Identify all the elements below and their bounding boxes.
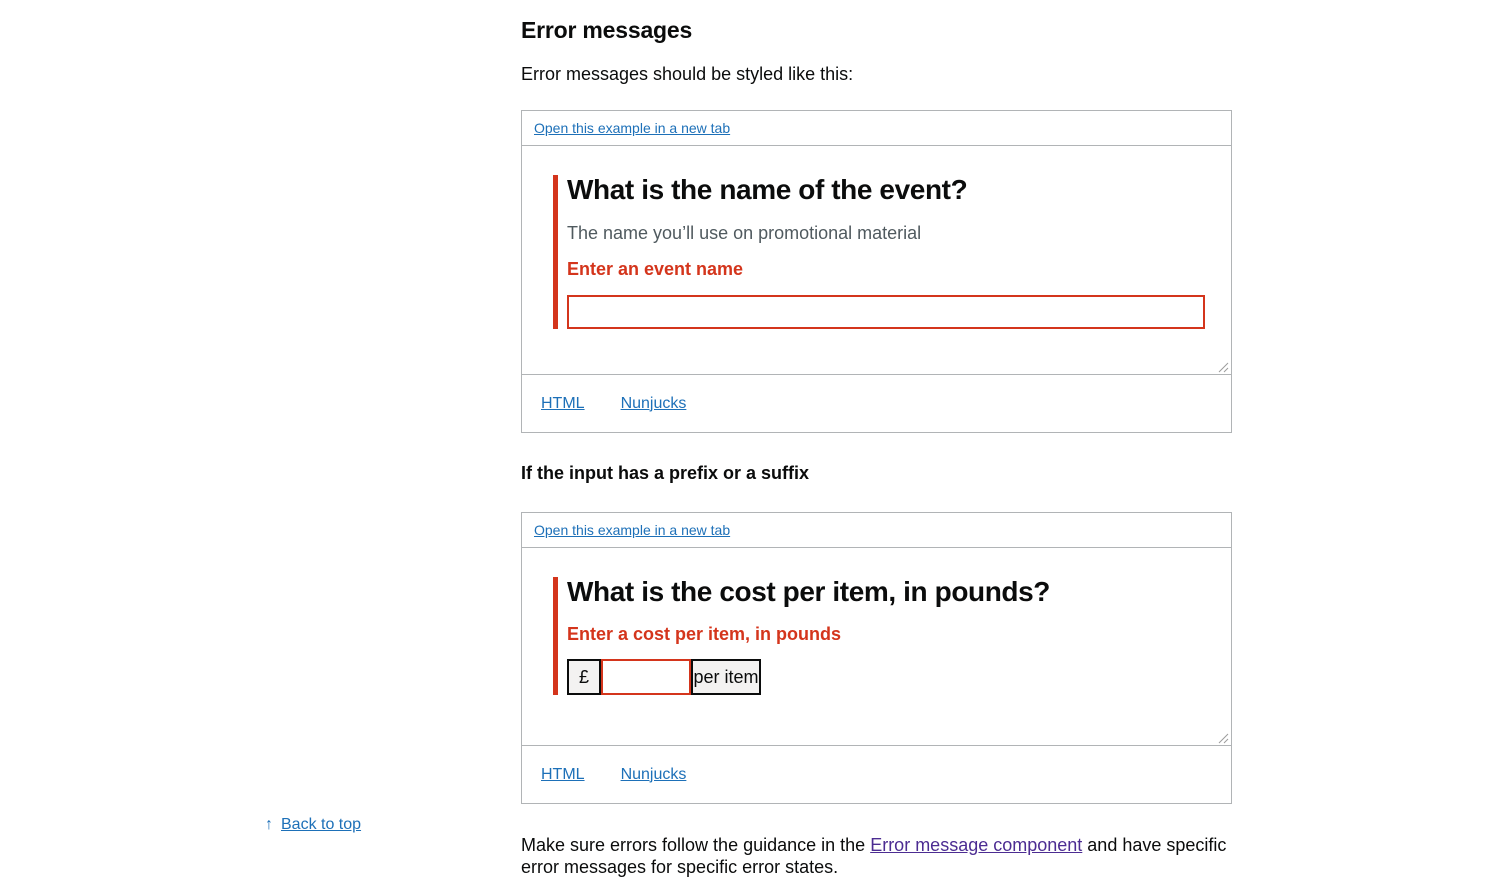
unit-suffix: per item xyxy=(691,659,761,695)
main-content xyxy=(521,0,1232,878)
example-tabs xyxy=(522,374,1231,432)
example-frame xyxy=(522,146,1231,374)
input-group xyxy=(567,659,1205,695)
page-title: Error messages xyxy=(521,17,693,43)
error-message-component-link[interactable]: Error message component xyxy=(870,835,1083,855)
tab-html[interactable]: HTML xyxy=(541,394,585,412)
example-toolbar xyxy=(522,513,1231,548)
hint-text: The name you’ll use on promotional material xyxy=(567,223,922,243)
question-heading: What is the cost per item, in pounds? xyxy=(567,576,1051,607)
open-example-link[interactable]: Open this example in a new tab xyxy=(534,120,731,136)
event-name-input[interactable] xyxy=(567,295,1205,329)
up-arrow-icon: ↑ xyxy=(265,816,273,833)
guidance-text-line2: error messages for specific error states. xyxy=(521,857,839,877)
intro-text: Error messages should be styled like this: xyxy=(521,64,854,84)
tab-nunjucks[interactable]: Nunjucks xyxy=(620,394,687,412)
example-toolbar xyxy=(522,111,1231,146)
back-to-top-link[interactable] xyxy=(265,816,361,834)
form-group-error xyxy=(553,577,1205,695)
resize-grip-icon[interactable] xyxy=(1217,360,1229,372)
back-to-top-label: Back to top xyxy=(281,816,362,833)
error-message: Enter a cost per item, in pounds xyxy=(567,624,842,644)
resize-grip-icon[interactable] xyxy=(1217,731,1229,743)
open-example-link[interactable]: Open this example in a new tab xyxy=(534,522,731,538)
form-group-error xyxy=(553,175,1205,329)
prefix-suffix-heading: If the input has a prefix or a suffix xyxy=(521,463,810,483)
question-heading: What is the name of the event? xyxy=(567,174,968,205)
example-box-error-message xyxy=(521,110,1232,433)
tab-html[interactable]: HTML xyxy=(541,765,585,783)
example-box-prefix-suffix xyxy=(521,512,1232,804)
currency-prefix: £ xyxy=(567,659,601,695)
guidance-text-after: and have specific xyxy=(1082,835,1227,855)
tab-nunjucks[interactable]: Nunjucks xyxy=(620,765,687,783)
guidance-paragraph xyxy=(521,834,1232,878)
cost-per-item-input[interactable] xyxy=(601,659,691,695)
guidance-text-before: Make sure errors follow the guidance in the xyxy=(521,835,871,855)
example-frame xyxy=(522,548,1231,745)
error-message: Enter an event name xyxy=(567,259,744,279)
example-tabs xyxy=(522,745,1231,803)
